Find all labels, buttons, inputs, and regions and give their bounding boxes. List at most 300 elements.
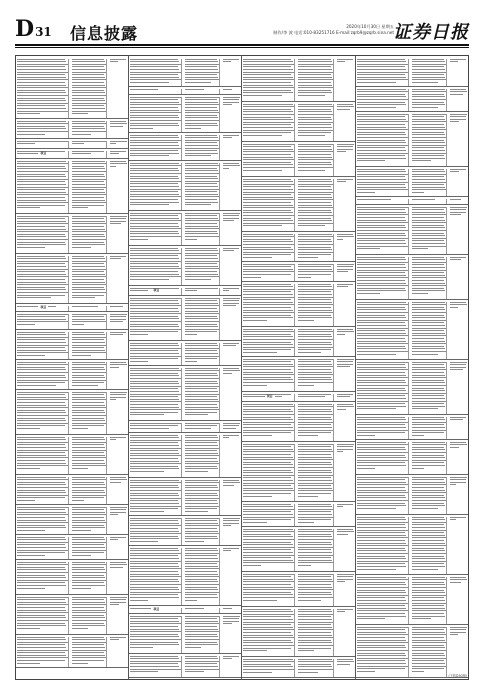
table-cell	[223, 435, 240, 477]
text-line	[17, 468, 40, 469]
text-line	[17, 279, 65, 280]
text-line	[72, 385, 98, 386]
text-line	[357, 417, 405, 418]
text-line	[185, 194, 218, 195]
text-line	[298, 361, 330, 362]
text-line	[357, 422, 408, 423]
text-line	[357, 465, 406, 466]
text-line	[412, 293, 428, 294]
text-line	[130, 498, 181, 499]
text-line	[357, 367, 406, 368]
table-cell	[223, 213, 240, 245]
text-line	[298, 562, 333, 563]
text-line	[185, 313, 219, 314]
text-line	[130, 373, 178, 374]
text-line	[72, 580, 106, 581]
text-line	[357, 230, 408, 231]
text-line	[357, 432, 405, 433]
text-line	[223, 345, 236, 346]
text-line	[357, 522, 408, 523]
text-line	[337, 334, 345, 335]
text-line	[298, 186, 330, 187]
text-line	[17, 582, 65, 583]
text-line	[130, 348, 181, 349]
table-cell	[450, 169, 467, 196]
text-line	[298, 210, 330, 211]
text-line	[298, 475, 333, 476]
text-line	[130, 495, 179, 496]
text-line	[243, 446, 291, 447]
table-cell	[243, 144, 295, 176]
text-line	[17, 377, 66, 378]
text-line	[243, 349, 291, 350]
text-line	[223, 163, 239, 164]
text-line	[185, 117, 218, 118]
text-line	[110, 602, 126, 603]
text-line	[357, 325, 406, 326]
table-cell	[298, 144, 333, 176]
disclosure-table-block	[356, 360, 468, 415]
text-line	[337, 266, 353, 267]
text-line	[185, 378, 219, 379]
text-line	[17, 131, 68, 132]
text-line	[72, 163, 106, 164]
text-line	[298, 514, 332, 515]
text-line	[72, 218, 104, 219]
text-line	[357, 199, 391, 200]
text-line	[72, 495, 106, 496]
disclosure-table-block	[356, 475, 468, 515]
text-line	[412, 587, 446, 588]
table-cell	[72, 437, 107, 474]
table-cell	[337, 179, 354, 231]
text-line	[298, 114, 333, 115]
text-line	[17, 189, 65, 190]
text-line	[412, 543, 445, 544]
text-line	[243, 529, 293, 530]
text-line	[243, 151, 294, 152]
text-line	[17, 655, 66, 656]
table-cell	[357, 257, 409, 299]
text-line	[412, 235, 445, 236]
text-line	[298, 234, 332, 235]
table-cell	[110, 562, 127, 594]
text-line	[72, 492, 105, 493]
disclosure-table-block	[129, 57, 241, 87]
disclosure-table-block	[356, 205, 468, 255]
date-line: 2020年10月30日 星期五	[346, 24, 394, 29]
text-line	[185, 253, 219, 254]
text-line	[17, 87, 68, 88]
text-line	[130, 115, 178, 116]
text-line	[298, 672, 317, 673]
text-line	[17, 163, 68, 164]
text-line	[298, 555, 333, 556]
text-line	[130, 271, 178, 272]
text-line	[185, 173, 219, 174]
text-line	[243, 622, 294, 623]
text-line	[130, 523, 179, 524]
text-line	[243, 379, 293, 380]
text-line	[17, 477, 66, 478]
text-line	[298, 459, 333, 460]
text-line	[357, 184, 405, 185]
text-line	[357, 312, 408, 313]
table-cell	[185, 548, 220, 605]
text-line	[412, 362, 446, 363]
text-line	[72, 247, 91, 248]
text-line	[450, 94, 463, 95]
text-line	[185, 135, 217, 136]
text-line	[130, 89, 158, 90]
text-line	[412, 519, 445, 520]
table-cell	[72, 314, 107, 329]
text-line	[357, 217, 405, 218]
table-cell	[17, 392, 69, 434]
text-line	[17, 332, 65, 333]
text-line	[298, 192, 333, 193]
text-line	[223, 428, 236, 429]
text-line	[357, 82, 396, 83]
text-line	[412, 315, 444, 316]
text-line	[450, 214, 461, 215]
text-line	[130, 663, 178, 664]
text-line	[17, 369, 66, 370]
text-line	[130, 669, 181, 670]
text-line	[357, 484, 408, 485]
text-line	[357, 341, 406, 342]
text-line	[185, 231, 217, 232]
text-line	[185, 631, 219, 632]
text-line	[185, 268, 219, 269]
text-line	[17, 197, 65, 198]
text-line	[243, 364, 293, 365]
text-line	[357, 320, 408, 321]
text-line	[243, 241, 293, 242]
text-line	[185, 324, 217, 325]
text-line	[357, 364, 405, 365]
text-line	[130, 107, 178, 108]
text-line	[412, 408, 438, 409]
text-line	[130, 520, 178, 521]
text-line	[357, 535, 406, 536]
text-line	[298, 493, 330, 494]
text-line	[130, 440, 181, 441]
text-line	[298, 135, 324, 136]
text-line	[337, 271, 348, 272]
text-line	[72, 482, 104, 483]
text-line	[17, 355, 45, 356]
text-line	[357, 127, 406, 128]
text-line	[298, 109, 330, 110]
text-line	[243, 277, 261, 278]
text-line	[72, 457, 106, 458]
disclosure-table-block	[242, 262, 355, 282]
text-line	[17, 244, 66, 245]
text-line	[298, 435, 317, 436]
text-line	[110, 562, 126, 563]
text-line	[357, 132, 405, 133]
text-line	[72, 258, 105, 259]
text-line	[130, 656, 178, 657]
text-line	[298, 159, 333, 160]
text-line	[130, 99, 178, 100]
table-cell	[185, 518, 220, 545]
text-line	[223, 437, 229, 438]
text-line	[357, 262, 408, 263]
text-line	[357, 169, 405, 170]
text-line	[243, 372, 293, 373]
table-cell	[185, 213, 220, 245]
text-line	[130, 592, 181, 593]
text-line	[17, 610, 66, 611]
text-line	[412, 309, 445, 310]
text-line	[185, 202, 218, 203]
text-line	[412, 169, 444, 170]
text-line	[412, 548, 444, 549]
text-line	[412, 74, 444, 75]
text-line	[412, 558, 445, 559]
text-line	[357, 158, 406, 159]
text-line	[298, 104, 332, 105]
text-line	[357, 462, 405, 463]
text-line	[243, 181, 293, 182]
text-line	[17, 321, 68, 322]
table-cell	[337, 394, 354, 401]
text-line	[185, 155, 211, 156]
text-line	[185, 503, 218, 504]
text-line	[72, 74, 104, 75]
text-line	[72, 345, 106, 346]
table-cell	[110, 314, 127, 329]
text-line	[72, 321, 106, 322]
text-line	[357, 500, 408, 501]
disclosure-table-block	[242, 572, 355, 607]
text-line	[298, 446, 330, 447]
table-cell	[337, 404, 354, 441]
text-line	[17, 482, 65, 483]
text-line	[130, 329, 181, 330]
text-line	[185, 228, 219, 229]
text-line	[130, 409, 181, 410]
table-cell	[243, 609, 295, 656]
text-line	[185, 316, 217, 317]
text-line	[72, 141, 106, 142]
text-line	[17, 514, 68, 515]
text-line	[412, 320, 446, 321]
text-line	[185, 425, 217, 426]
text-line	[223, 135, 239, 136]
text-line	[357, 309, 406, 310]
text-line	[17, 187, 68, 188]
disclosure-table-block	[129, 546, 241, 606]
text-line	[72, 64, 106, 65]
text-line	[243, 236, 294, 237]
table-cell	[412, 199, 447, 204]
text-line	[17, 362, 66, 363]
text-line	[412, 59, 444, 60]
text-line	[412, 121, 446, 122]
text-line	[412, 482, 445, 483]
text-line	[450, 304, 467, 305]
text-line	[298, 223, 333, 224]
text-line	[72, 306, 98, 307]
text-line	[243, 157, 293, 158]
text-line	[298, 422, 333, 423]
text-line	[72, 184, 105, 185]
text-line	[412, 660, 444, 661]
text-line	[412, 390, 445, 391]
text-line	[185, 468, 218, 469]
text-line	[337, 581, 345, 582]
text-line	[412, 532, 444, 533]
text-line	[357, 618, 385, 619]
text-line	[298, 549, 330, 550]
text-line	[357, 427, 406, 428]
text-line	[130, 142, 178, 143]
text-line	[357, 460, 408, 461]
text-line	[243, 522, 267, 523]
text-line	[130, 576, 181, 577]
table-cell	[72, 477, 107, 504]
text-line	[298, 247, 330, 248]
text-line	[412, 452, 446, 453]
text-line	[357, 124, 405, 125]
text-line	[450, 419, 463, 420]
text-line	[17, 547, 66, 548]
text-line	[130, 170, 179, 171]
text-line	[450, 212, 466, 213]
text-line	[357, 238, 408, 239]
text-line	[17, 143, 35, 144]
text-line	[223, 59, 239, 60]
text-line	[130, 165, 181, 166]
disclosure-table-block	[242, 657, 355, 678]
text-line	[17, 625, 66, 626]
text-line	[17, 397, 66, 398]
text-line	[357, 176, 405, 177]
text-line	[130, 228, 181, 229]
text-line	[412, 182, 446, 183]
table-cell	[450, 362, 467, 414]
text-line	[357, 377, 408, 378]
text-line	[130, 589, 179, 590]
text-line	[298, 342, 330, 343]
text-line	[72, 637, 104, 638]
text-line	[72, 527, 105, 528]
text-line	[357, 403, 405, 404]
text-line	[17, 463, 66, 464]
text-line	[298, 619, 332, 620]
text-line	[17, 484, 66, 485]
text-line	[72, 415, 106, 416]
text-line	[298, 170, 324, 171]
text-line	[130, 150, 178, 151]
text-line	[185, 658, 218, 659]
text-line	[337, 181, 346, 182]
table-cell	[185, 343, 220, 365]
text-line	[17, 123, 68, 124]
text-line	[243, 374, 294, 375]
text-line	[72, 407, 106, 408]
text-line	[298, 369, 330, 370]
text-line	[357, 137, 408, 138]
text-line	[243, 600, 277, 601]
text-line	[243, 186, 291, 187]
table-cell	[298, 104, 333, 141]
text-line	[450, 477, 467, 478]
text-line	[243, 234, 293, 235]
text-line	[185, 181, 219, 182]
text-line	[223, 343, 239, 344]
text-line	[450, 417, 466, 418]
text-line	[412, 176, 444, 177]
text-line	[17, 405, 66, 406]
text-line	[412, 285, 446, 286]
text-line	[357, 64, 408, 65]
text-line	[185, 636, 218, 637]
text-line	[72, 497, 104, 498]
text-line	[243, 584, 291, 585]
table-cell	[130, 518, 182, 545]
text-line	[298, 92, 332, 93]
text-line	[72, 289, 105, 290]
table-cell	[110, 256, 127, 303]
text-line	[130, 396, 178, 397]
text-line	[130, 461, 179, 462]
text-line	[337, 59, 353, 60]
text-line	[185, 218, 218, 219]
text-line	[243, 432, 291, 433]
text-line	[298, 432, 330, 433]
text-line	[243, 274, 291, 275]
text-line	[17, 527, 66, 528]
text-line	[357, 293, 380, 294]
text-line	[450, 307, 458, 308]
text-line	[298, 379, 332, 380]
table-cell	[110, 637, 127, 667]
text-line	[72, 520, 105, 521]
text-line	[130, 79, 181, 80]
text-line	[298, 597, 333, 598]
table-cell	[298, 659, 333, 677]
text-line	[412, 495, 444, 496]
disclosure-table-block	[16, 560, 128, 595]
table-cell	[450, 577, 467, 624]
disclosure-table-block	[242, 282, 355, 327]
text-line	[298, 364, 332, 365]
text-line	[298, 496, 317, 497]
text-line	[357, 455, 405, 456]
text-line	[17, 580, 68, 581]
table-cell	[72, 537, 107, 559]
disclosure-table-block	[242, 177, 355, 232]
table-cell	[72, 121, 107, 138]
text-line	[298, 509, 333, 510]
text-line	[337, 264, 354, 265]
text-line	[450, 579, 467, 580]
text-line	[357, 288, 405, 289]
table-cell	[337, 59, 354, 101]
text-line	[110, 221, 126, 222]
text-line	[412, 618, 431, 619]
text-line	[243, 212, 293, 213]
text-line	[298, 454, 330, 455]
text-line	[243, 127, 293, 128]
text-line	[412, 155, 444, 156]
text-line	[412, 127, 445, 128]
text-line	[185, 548, 217, 549]
